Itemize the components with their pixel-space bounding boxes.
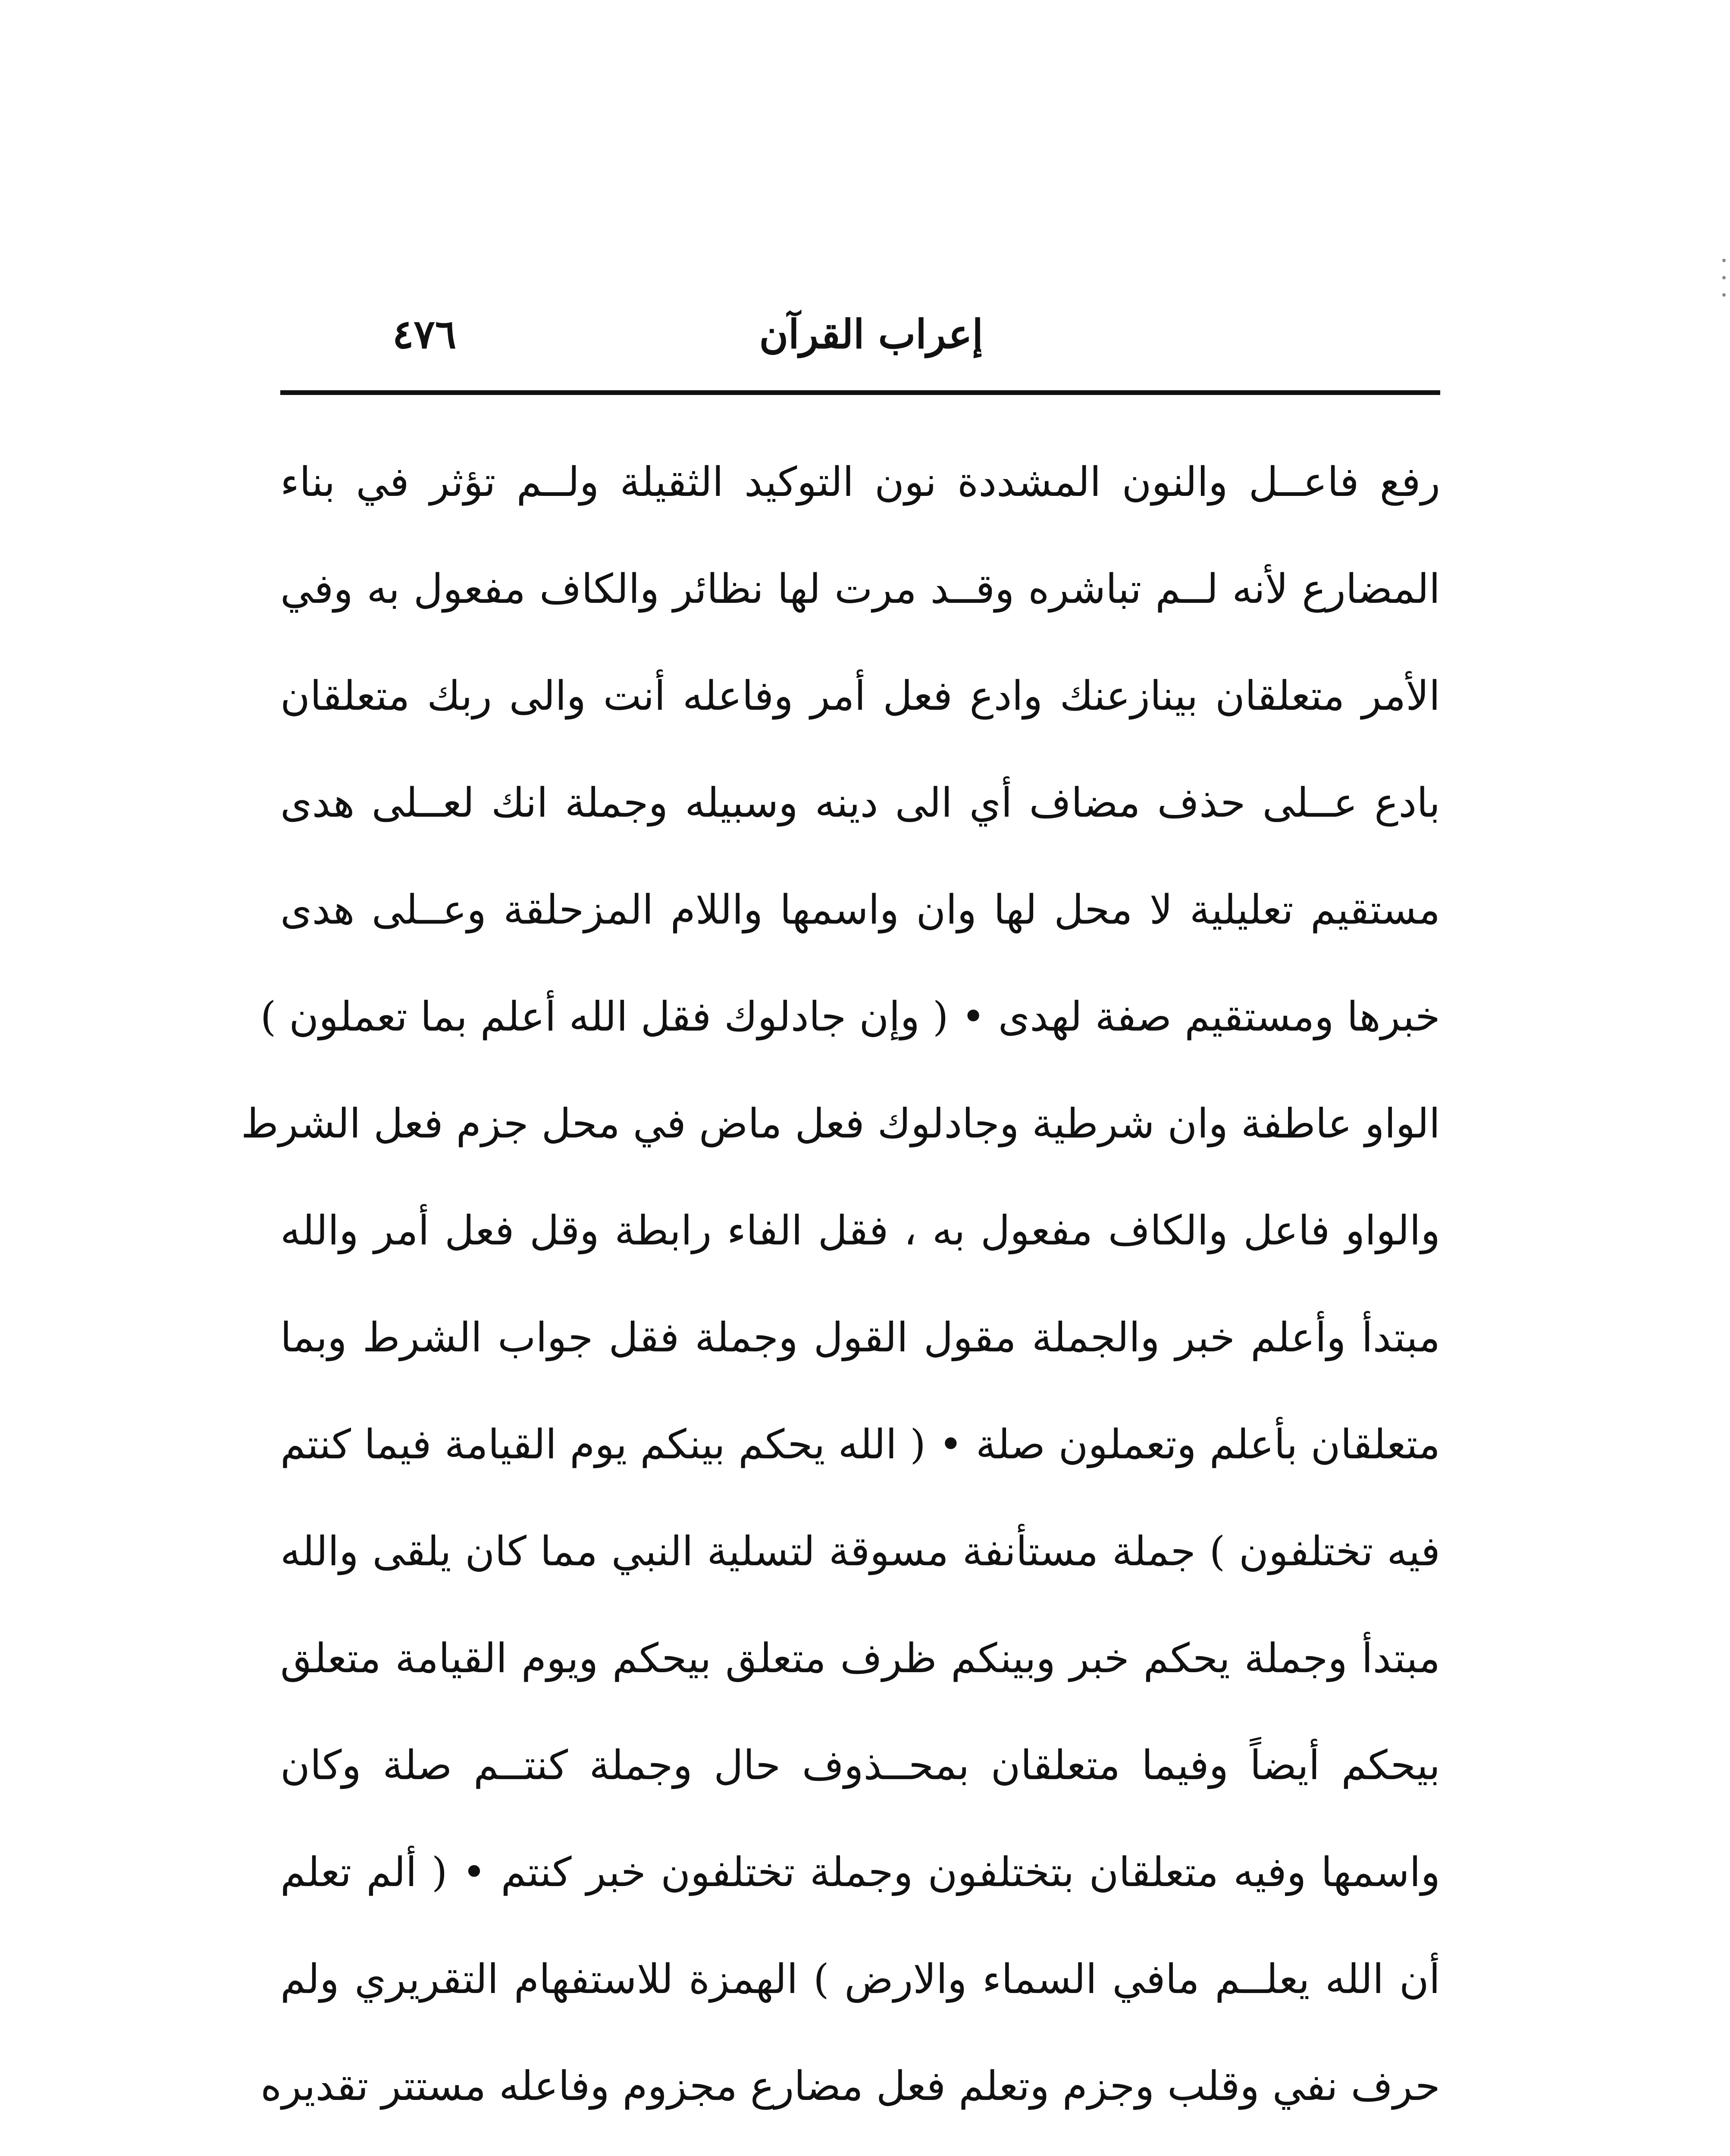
- text-line: والواو فاعل والكاف مفعول به ، فقل الفاء رابطة وقل فعل أمر والله: [280, 1207, 1440, 1254]
- running-title: إعراب القرآن: [759, 311, 983, 357]
- text-line: أن الله يعلــم مافي السماء والارض ) الهمزة للاستفهام التقريري ولم: [280, 1956, 1440, 2003]
- scan-speck: [1722, 276, 1726, 279]
- text-line: الواو عاطفة وان شرطية وجادلوك فعل ماض في محل جزم فعل الشرط: [241, 1100, 1440, 1147]
- text-line: المضارع لأنه لــم تباشره وقــد مرت لها نظائر والكاف مفعول به وفي: [280, 566, 1440, 613]
- text-line: مبتدأ وأعلم خبر والجملة مقول القول وجملة فقل جواب الشرط وبما: [280, 1314, 1440, 1361]
- text-line: بيحكم أيضاً وفيما متعلقان بمحــذوف حال وجملة كنتــم صلة وكان: [280, 1742, 1440, 1789]
- header-rule: [280, 390, 1440, 395]
- text-line: [280, 2140, 1440, 2156]
- scan-speck: [1722, 293, 1726, 297]
- text-line: خبرها ومستقيم صفة لهدى • ( وإن جادلوك فقل الله أعلم بما تعملون ): [260, 993, 1440, 1040]
- page-number: ٤٧٦: [392, 311, 457, 357]
- text-line: بادع عــلى حذف مضاف أي الى دينه وسبيله وجملة انك لعــلى هدى: [280, 780, 1440, 827]
- scan-speck: [1722, 259, 1726, 262]
- page-header: [280, 302, 1436, 367]
- text-line: الأمر متعلقان بينازعنك وادع فعل أمر وفاعله أنت والى ربك متعلقان: [280, 673, 1440, 720]
- text-line: مستقيم تعليلية لا محل لها وان واسمها واللام المزحلقة وعــلى هدى: [280, 887, 1440, 934]
- text-line: رفع فاعــل والنون المشددة نون التوكيد الثقيلة ولــم تؤثر في بناء: [280, 459, 1440, 506]
- body-text: [241, 429, 1440, 2156]
- text-line: حرف نفي وقلب وجزم وتعلم فعل مضارع مجزوم وفاعله مستتر تقديره: [260, 2063, 1440, 2110]
- text-line: فيه تختلفون ) جملة مستأنفة مسوقة لتسلية النبي مما كان يلقى والله: [280, 1528, 1440, 1575]
- text-line: متعلقان بأعلم وتعملون صلة • ( الله يحكم بينكم يوم القيامة فيما كنتم: [280, 1421, 1440, 1468]
- text-line: واسمها وفيه متعلقان بتختلفون وجملة تختلفون خبر كنتم • ( ألم تعلم: [280, 1849, 1440, 1896]
- text-line: مبتدأ وجملة يحكم خبر وبينكم ظرف متعلق بيحكم ويوم القيامة متعلق: [280, 1635, 1440, 1682]
